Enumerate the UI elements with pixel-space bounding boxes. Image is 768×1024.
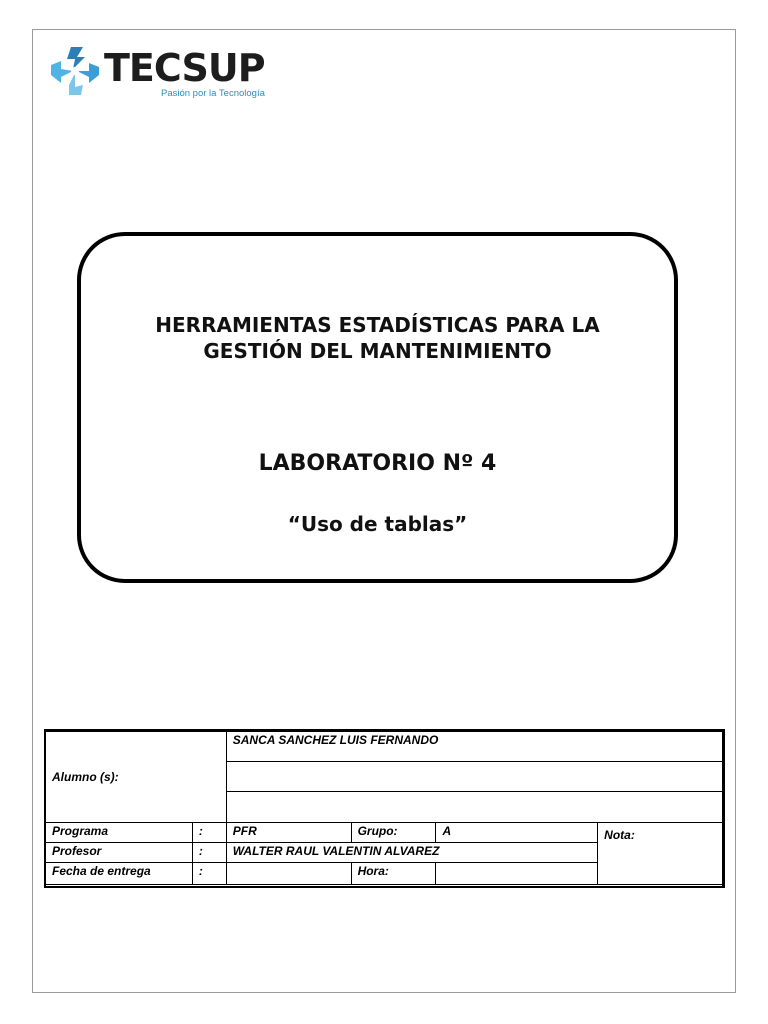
alumno-value-1: SANCA SANCHEZ LUIS FERNANDO	[226, 732, 722, 762]
fecha-value	[226, 863, 351, 885]
programa-value: PFR	[226, 823, 351, 843]
student-info-table	[45, 731, 723, 885]
logo-tagline: Pasión por la Tecnología	[161, 88, 265, 99]
programa-label: Programa	[46, 823, 193, 843]
tecsup-logo	[47, 43, 277, 105]
course-title-line-2: GESTIÓN DEL MANTENIMIENTO	[203, 339, 552, 363]
alumno-value-2	[226, 762, 722, 792]
profesor-value: WALTER RAUL VALENTIN ALVAREZ	[226, 843, 597, 863]
lab-subtitle: “Uso de tablas”	[287, 512, 468, 536]
grupo-label: Grupo:	[351, 823, 436, 843]
profesor-label: Profesor	[46, 843, 193, 863]
hora-label: Hora:	[351, 863, 436, 885]
nota-label: Nota:	[598, 823, 723, 885]
alumno-value-3	[226, 792, 722, 823]
course-title-line-1: HERRAMIENTAS ESTADÍSTICAS PARA LA	[155, 313, 600, 337]
tecsup-emblem-icon	[47, 43, 103, 99]
hora-value	[436, 863, 598, 885]
course-title	[81, 312, 674, 364]
programa-colon: :	[192, 823, 226, 843]
fecha-colon: :	[192, 863, 226, 885]
fecha-label: Fecha de entrega	[46, 863, 193, 885]
grupo-value: A	[436, 823, 598, 843]
alumno-label: Alumno (s):	[46, 732, 227, 823]
logo-wordmark: TECSUP	[104, 46, 265, 90]
title-box	[77, 232, 678, 583]
lab-title: LABORATORIO Nº 4	[258, 451, 497, 476]
profesor-colon: :	[192, 843, 226, 863]
